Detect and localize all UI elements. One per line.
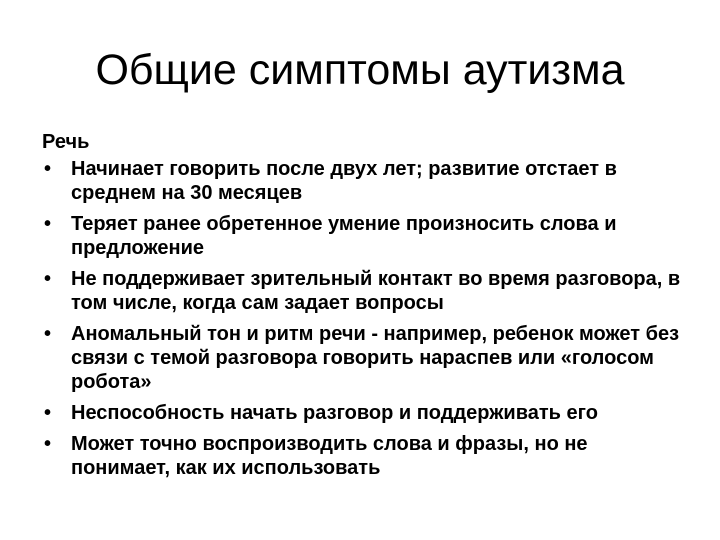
section-heading: Речь xyxy=(42,131,90,153)
list-item xyxy=(42,267,692,315)
bullet-icon: • xyxy=(44,158,52,180)
list-item xyxy=(42,432,692,480)
bullet-icon: • xyxy=(44,268,52,290)
list-item-text: Теряет ранее обретенное умение произносить слова и предложение xyxy=(71,213,617,259)
list-item xyxy=(42,157,692,205)
list-item-text: Начинает говорить после двух лет; развитие отстает в среднем на 30 месяцев xyxy=(71,158,617,204)
slide-content xyxy=(42,130,692,487)
bullet-icon: • xyxy=(44,402,52,424)
bullet-icon: • xyxy=(44,433,52,455)
list-item-text: Может точно воспроизводить слова и фразы, но не понимает, как их использовать xyxy=(71,433,588,479)
list-item-text: Неспособность начать разговор и поддерживать его xyxy=(71,402,598,424)
bullet-list xyxy=(42,157,692,480)
bullet-icon: • xyxy=(44,323,52,345)
bullet-icon: • xyxy=(44,213,52,235)
list-item-text: Не поддерживает зрительный контакт во время разговора, в том числе, когда сам задает вопросы xyxy=(71,268,681,314)
list-item xyxy=(42,401,692,425)
list-item xyxy=(42,212,692,260)
slide-title: Общие симптомы аутизма xyxy=(95,46,625,94)
list-item xyxy=(42,322,692,394)
list-item-text: Аномальный тон и ритм речи - например, ребенок может без связи с темой разговора говорить нараспев или «голосом робота» xyxy=(71,323,680,393)
